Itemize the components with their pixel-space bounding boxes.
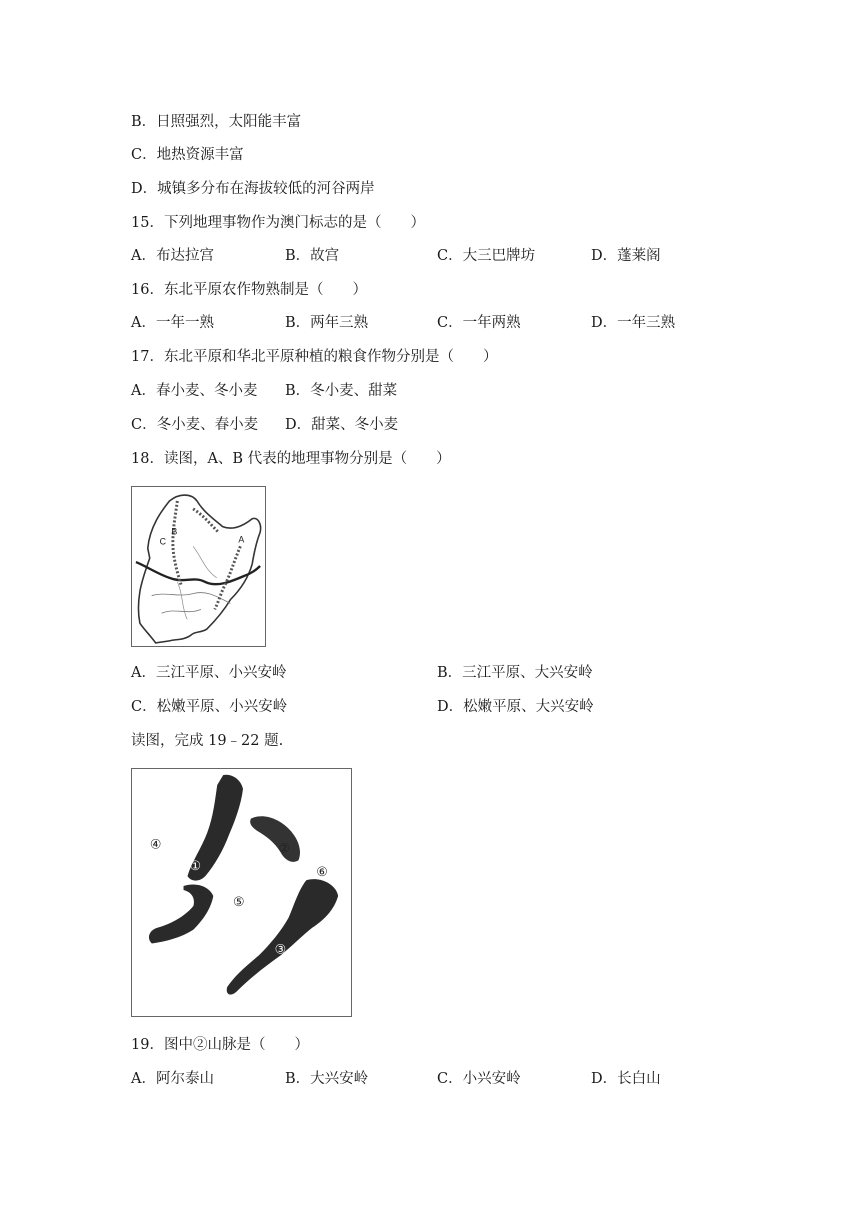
q16-option-b: B．两年三熟 (285, 315, 369, 331)
map-label-c: C (159, 536, 166, 547)
q18-option-a: A．三江平原、小兴安岭 (131, 665, 287, 681)
mountain-range-2 (250, 816, 300, 862)
map-label-b: B (171, 526, 178, 537)
q19-stem: 19．图中②山脉是（ ） (131, 1037, 309, 1053)
q15-stem: 15．下列地理事物作为澳门标志的是（ ） (131, 215, 425, 231)
q17-option-b: B．冬小麦、甜菜 (285, 383, 398, 399)
q14-option-c: C．地热资源丰富 (131, 147, 244, 163)
marker-1: ① (189, 859, 202, 875)
q17-option-d: D．甜菜、冬小麦 (285, 417, 399, 433)
marker-5: ⑤ (233, 894, 245, 910)
q19-option-a: A．阿尔泰山 (131, 1071, 214, 1087)
mountain-ranges-map (131, 768, 352, 1017)
marker-6: ⑥ (316, 865, 328, 881)
q18-option-b: B．三江平原、大兴安岭 (437, 665, 593, 681)
q19-option-c: C．小兴安岭 (437, 1071, 521, 1087)
province-boundary (136, 562, 260, 584)
q17-option-c: C．冬小麦、春小麦 (131, 417, 259, 433)
q15-option-a: A．布达拉宫 (131, 248, 214, 264)
q16-option-a: A．一年一熟 (131, 315, 214, 331)
q18-option-c: C．松嫩平原、小兴安岭 (131, 699, 288, 715)
group-19-22-intro: 读图，完成 19﹣22 题. (131, 733, 284, 749)
river (162, 609, 201, 613)
q16-option-d: D．一年三熟 (591, 315, 676, 331)
q17-stem: 17．东北平原和华北平原种植的粮食作物分别是（ ） (131, 349, 498, 365)
region-boundary (138, 495, 260, 643)
river (193, 546, 217, 578)
marker-2: ② (278, 841, 291, 857)
marker-4: ④ (149, 837, 162, 853)
q19-option-b: B．大兴安岭 (285, 1071, 369, 1087)
map-label-a: A (238, 534, 245, 545)
northeast-china-map (131, 486, 266, 647)
q14-option-b: B．日照强烈，太阳能丰富 (131, 114, 302, 130)
mountain-range-1-south (149, 885, 213, 944)
q16-option-c: C．一年两熟 (437, 315, 521, 331)
q15-option-c: C．大三巴牌坊 (437, 248, 536, 264)
q18-stem: 18．读图，A、B 代表的地理事物分别是（ ） (131, 451, 451, 467)
q18-option-d: D．松嫩平原、大兴安岭 (437, 699, 594, 715)
q15-option-d: D．蓬莱阁 (591, 248, 661, 264)
q17-option-a: A．春小麦、冬小麦 (131, 383, 258, 399)
marker-3: ③ (274, 942, 287, 958)
river (177, 582, 187, 619)
q19-option-d: D．长白山 (591, 1071, 661, 1087)
mountain-range-west (173, 501, 181, 586)
q15-option-b: B．故宫 (285, 248, 340, 264)
q16-stem: 16．东北平原农作物熟制是（ ） (131, 282, 367, 298)
q14-option-d: D．城镇多分布在海拔较低的河谷两岸 (131, 181, 375, 197)
